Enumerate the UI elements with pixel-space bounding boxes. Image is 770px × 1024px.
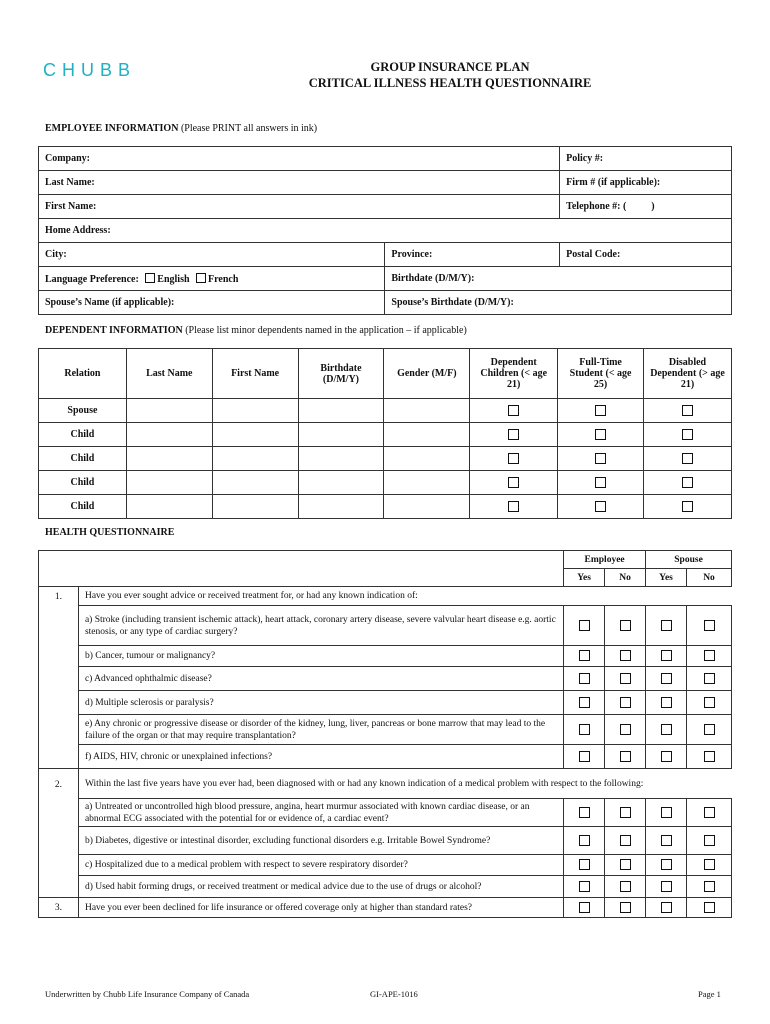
spouse-no-checkbox[interactable] xyxy=(704,724,715,735)
question-1e-text: e) Any chronic or progressive disease or disorder of the kidney, lung, liver, pancreas or bone marrow that may lead to the failure of the organ or that may require transplantation? xyxy=(78,715,563,745)
form-title-line1: GROUP INSURANCE PLAN xyxy=(370,60,530,74)
city-field[interactable]: City: xyxy=(39,243,385,267)
employee-yes-checkbox[interactable] xyxy=(579,902,590,913)
dependent-children-checkbox[interactable] xyxy=(508,429,519,440)
question-number: 2. xyxy=(39,769,79,898)
spouse-no-checkbox[interactable] xyxy=(704,697,715,708)
header-dependent-children: Dependent Children (< age 21) xyxy=(470,349,558,399)
disabled-dependent-checkbox[interactable] xyxy=(682,501,693,512)
last-name-cell[interactable] xyxy=(126,495,212,519)
header-disabled-dependent: Disabled Dependent (> age 21) xyxy=(644,349,732,399)
header-gender: Gender (M/F) xyxy=(384,349,470,399)
full-time-student-checkbox[interactable] xyxy=(595,501,606,512)
question-1a-text: a) Stroke (including transient ischemic attack), heart attack, coronary artery disease, severe valvular heart disease e.g. aortic stenosis, or any type of cardiac surgery? xyxy=(78,606,563,646)
disabled-dependent-checkbox[interactable] xyxy=(682,453,693,464)
question-2a-text: a) Untreated or uncontrolled high blood pressure, angina, heart murmur associated with known cardiac disease, or an abnormal ECG associated with the potential for or evidence of, a cardiac event? xyxy=(78,799,563,827)
birthdate-cell[interactable] xyxy=(298,399,384,423)
employee-no-checkbox[interactable] xyxy=(620,620,631,631)
last-name-cell[interactable] xyxy=(126,399,212,423)
spouse-yes-checkbox[interactable] xyxy=(661,859,672,870)
relation-cell: Child xyxy=(39,423,127,447)
question-1b-text: b) Cancer, tumour or malignancy? xyxy=(78,646,563,667)
form-code: GI-APE-1016 xyxy=(370,989,418,999)
header-birthdate: Birthdate (D/M/Y) xyxy=(298,349,384,399)
last-name-cell[interactable] xyxy=(126,423,212,447)
employee-section-title: EMPLOYEE INFORMATION (Please PRINT all answers in ink) xyxy=(45,123,318,134)
dependent-children-checkbox[interactable] xyxy=(508,501,519,512)
gender-cell[interactable] xyxy=(384,399,470,423)
first-name-cell[interactable] xyxy=(212,471,298,495)
question-row xyxy=(39,691,732,715)
employee-no-checkbox[interactable] xyxy=(620,724,631,735)
form-title-line2: CRITICAL ILLNESS HEALTH QUESTIONNAIRE xyxy=(308,76,592,90)
header-full-time-student: Full-Time Student (< age 25) xyxy=(558,349,644,399)
disabled-dependent-checkbox[interactable] xyxy=(682,405,693,416)
question-1c-text: c) Advanced ophthalmic disease? xyxy=(78,667,563,691)
employee-yes-checkbox[interactable] xyxy=(579,835,590,846)
employee-column-header: Employee xyxy=(564,551,646,569)
spouse-no-checkbox[interactable] xyxy=(704,620,715,631)
employee-yes-checkbox[interactable] xyxy=(579,697,590,708)
policy-field[interactable]: Policy #: xyxy=(560,147,732,171)
last-name-cell[interactable] xyxy=(126,447,212,471)
employee-yes-checkbox[interactable] xyxy=(579,724,590,735)
page-number: Page 1 xyxy=(698,989,721,999)
spouse-yes-checkbox[interactable] xyxy=(661,650,672,661)
full-time-student-checkbox[interactable] xyxy=(595,477,606,488)
spouse-yes-checkbox[interactable] xyxy=(661,881,672,892)
question-1f-text: f) AIDS, HIV, chronic or unexplained infections? xyxy=(78,745,563,769)
question-row xyxy=(39,855,732,876)
question-2-text: Within the last five years have you ever had, been diagnosed with or had any known indication of a medical problem with respect to the following: xyxy=(78,769,731,799)
dependent-section-title: DEPENDENT INFORMATION (Please list minor dependents named in the application – if applicable) xyxy=(45,325,467,336)
question-number: 3. xyxy=(39,898,79,918)
spouse-yes-header: Yes xyxy=(646,569,687,587)
question-row xyxy=(39,715,732,745)
gender-cell[interactable] xyxy=(384,447,470,471)
table-row xyxy=(39,447,732,471)
chubb-logo: CHUBB xyxy=(43,60,137,80)
relation-cell: Child xyxy=(39,495,127,519)
spouse-yes-checkbox[interactable] xyxy=(661,673,672,684)
postal-code-field[interactable]: Postal Code: xyxy=(560,243,732,267)
spouse-no-checkbox[interactable] xyxy=(704,807,715,818)
disabled-dependent-checkbox[interactable] xyxy=(682,429,693,440)
question-row xyxy=(39,898,732,918)
question-2c-text: c) Hospitalized due to a medical problem with respect to severe respiratory disorder? xyxy=(78,855,563,876)
gender-cell[interactable] xyxy=(384,495,470,519)
question-3-text: Have you ever been declined for life insurance or offered coverage only at higher than standard rates? xyxy=(78,898,563,918)
spouse-no-checkbox[interactable] xyxy=(704,859,715,870)
employee-no-checkbox[interactable] xyxy=(620,881,631,892)
question-row xyxy=(39,799,732,827)
firm-field[interactable]: Firm # (if applicable): xyxy=(560,171,732,195)
full-time-student-checkbox[interactable] xyxy=(595,453,606,464)
employee-no-checkbox[interactable] xyxy=(620,650,631,661)
table-row xyxy=(39,495,732,519)
spouse-no-checkbox[interactable] xyxy=(704,650,715,661)
spouse-yes-checkbox[interactable] xyxy=(661,807,672,818)
dependent-children-checkbox[interactable] xyxy=(508,477,519,488)
question-1-text: Have you ever sought advice or received treatment for, or had any known indication of: xyxy=(78,587,731,606)
relation-cell: Child xyxy=(39,471,127,495)
employee-yes-checkbox[interactable] xyxy=(579,859,590,870)
employee-info-table xyxy=(38,146,732,315)
employee-no-header: No xyxy=(605,569,646,587)
question-row xyxy=(39,667,732,691)
full-time-student-checkbox[interactable] xyxy=(595,429,606,440)
dependent-children-checkbox[interactable] xyxy=(508,453,519,464)
table-row xyxy=(39,471,732,495)
gender-cell[interactable] xyxy=(384,471,470,495)
spouse-no-checkbox[interactable] xyxy=(704,751,715,762)
question-row xyxy=(39,876,732,898)
relation-cell: Child xyxy=(39,447,127,471)
spouse-no-header: No xyxy=(687,569,732,587)
employee-no-checkbox[interactable] xyxy=(620,673,631,684)
employee-no-checkbox[interactable] xyxy=(620,902,631,913)
first-name-cell[interactable] xyxy=(212,423,298,447)
spouse-no-checkbox[interactable] xyxy=(704,835,715,846)
dependent-table xyxy=(38,348,732,519)
dependent-children-checkbox[interactable] xyxy=(508,405,519,416)
question-row xyxy=(39,606,732,646)
employee-no-checkbox[interactable] xyxy=(620,751,631,762)
first-name-cell[interactable] xyxy=(212,495,298,519)
last-name-field[interactable]: Last Name: xyxy=(39,171,560,195)
spouse-birthdate-field[interactable]: Spouse’s Birthdate (D/M/Y): xyxy=(385,291,732,315)
question-1d-text: d) Multiple sclerosis or paralysis? xyxy=(78,691,563,715)
french-label: French xyxy=(208,273,239,285)
first-name-cell[interactable] xyxy=(212,399,298,423)
underwriter-text: Underwritten by Chubb Life Insurance Company of Canada xyxy=(45,989,250,999)
relation-cell: Spouse xyxy=(39,399,127,423)
spouse-yes-checkbox[interactable] xyxy=(661,620,672,631)
spouse-yes-checkbox[interactable] xyxy=(661,724,672,735)
employee-no-checkbox[interactable] xyxy=(620,697,631,708)
employee-yes-checkbox[interactable] xyxy=(579,751,590,762)
employee-yes-checkbox[interactable] xyxy=(579,673,590,684)
language-preference-field: Language Preference: English French xyxy=(39,267,385,291)
birthdate-field[interactable]: Birthdate (D/M/Y): xyxy=(385,267,732,291)
telephone-field[interactable]: Telephone #: ( ) xyxy=(560,195,732,219)
disabled-dependent-checkbox[interactable] xyxy=(682,477,693,488)
employee-yes-checkbox[interactable] xyxy=(579,620,590,631)
birthdate-cell[interactable] xyxy=(298,423,384,447)
birthdate-cell[interactable] xyxy=(298,471,384,495)
spouse-yes-checkbox[interactable] xyxy=(661,697,672,708)
question-row xyxy=(39,745,732,769)
employee-yes-checkbox[interactable] xyxy=(579,881,590,892)
employee-section-note: (Please PRINT all answers in ink) xyxy=(180,123,318,134)
dependent-section-note: (Please list minor dependents named in the application – if applicable) xyxy=(185,325,467,336)
table-row xyxy=(39,423,732,447)
header-relation: Relation xyxy=(39,349,127,399)
question-row xyxy=(39,827,732,855)
spouse-no-checkbox[interactable] xyxy=(704,881,715,892)
first-name-cell[interactable] xyxy=(212,447,298,471)
header-last-name: Last Name xyxy=(126,349,212,399)
employee-yes-checkbox[interactable] xyxy=(579,650,590,661)
spouse-yes-checkbox[interactable] xyxy=(661,902,672,913)
employee-no-checkbox[interactable] xyxy=(620,807,631,818)
question-row xyxy=(39,646,732,667)
health-section-title: HEALTH QUESTIONNAIRE xyxy=(45,527,175,538)
employee-no-checkbox[interactable] xyxy=(620,835,631,846)
health-questionnaire-table xyxy=(38,550,732,918)
birthdate-cell[interactable] xyxy=(298,447,384,471)
spouse-no-checkbox[interactable] xyxy=(704,673,715,684)
birthdate-cell[interactable] xyxy=(298,495,384,519)
spouse-yes-checkbox[interactable] xyxy=(661,751,672,762)
employee-yes-checkbox[interactable] xyxy=(579,807,590,818)
spouse-column-header: Spouse xyxy=(646,551,732,569)
english-checkbox[interactable] xyxy=(145,273,155,283)
spouse-no-checkbox[interactable] xyxy=(704,902,715,913)
question-number: 1. xyxy=(39,587,79,769)
header-first-name: First Name xyxy=(212,349,298,399)
table-row xyxy=(39,399,732,423)
french-checkbox[interactable] xyxy=(196,273,206,283)
spouse-yes-checkbox[interactable] xyxy=(661,835,672,846)
spouse-name-field[interactable]: Spouse’s Name (if applicable): xyxy=(39,291,385,315)
home-address-field[interactable]: Home Address: xyxy=(39,219,732,243)
employee-yes-header: Yes xyxy=(564,569,605,587)
full-time-student-checkbox[interactable] xyxy=(595,405,606,416)
last-name-cell[interactable] xyxy=(126,471,212,495)
english-label: English xyxy=(157,273,190,285)
question-2b-text: b) Diabetes, digestive or intestinal disorder, excluding functional disorders e.g. Irritable Bowel Syndrome? xyxy=(78,827,563,855)
employee-no-checkbox[interactable] xyxy=(620,859,631,870)
province-field[interactable]: Province: xyxy=(385,243,560,267)
gender-cell[interactable] xyxy=(384,423,470,447)
first-name-field[interactable]: First Name: xyxy=(39,195,560,219)
question-2d-text: d) Used habit forming drugs, or received treatment or medical advice due to the use of drugs or alcohol? xyxy=(78,876,563,898)
company-field[interactable]: Company: xyxy=(39,147,560,171)
